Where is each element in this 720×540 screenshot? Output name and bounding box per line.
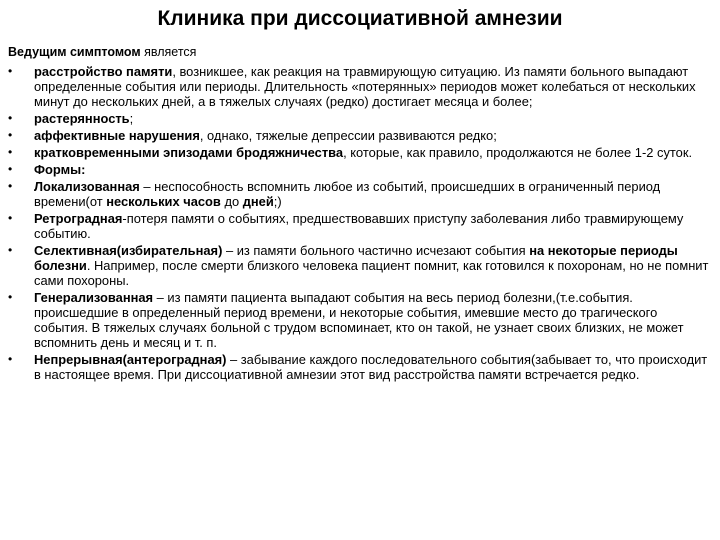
bullet-icon: • [8, 145, 13, 159]
bullet-icon: • [8, 352, 13, 366]
item-bold: Формы: [34, 162, 86, 177]
item-bold: аффективные нарушения [34, 128, 200, 143]
bullet-icon: • [8, 128, 13, 142]
list-item [8, 145, 713, 160]
item-bold: Генерализованная [34, 290, 154, 305]
item-text: -потеря памяти о событиях, предшествовавших приступу заболевания либо травмирующему событию. [34, 211, 684, 241]
list-item [8, 179, 713, 209]
intro-line [8, 45, 196, 60]
item-bold: дней [242, 194, 274, 209]
bullet-list [8, 64, 713, 384]
item-bold: Локализованная [34, 179, 140, 194]
item-text: , возникшее, как реакция на травмирующую ситуацию. Из памяти больного выпадают определенные события или периоды. Длительность «потерянных» периодов может колебаться от нескольких минут до нескольких дней, а в тяжелых случаях (редко) достигает месяца и более; [34, 64, 696, 109]
item-text: . Например, после смерти близкого человека пациент помнит, как готовился к похоронам, но не помнит сами похороны. [34, 258, 709, 288]
intro-rest: является [140, 45, 197, 59]
item-text: – неспособность вспомнить любое из событий, происшедших в ограниченный период времени(от [34, 179, 661, 209]
intro-bold: Ведущим симптомом [8, 45, 141, 59]
list-item [8, 162, 713, 177]
item-text: до [220, 194, 243, 209]
item-bold: Непрерывная(антероградная) [34, 352, 227, 367]
bullet-icon: • [8, 290, 13, 304]
item-bold: кратковременными эпизодами бродяжничества [34, 145, 344, 160]
list-item [8, 64, 713, 109]
bullet-icon: • [8, 64, 13, 78]
slide-title: Клиника при диссоциативной амнезии [157, 7, 563, 30]
list-item [8, 352, 713, 382]
item-text: ;) [273, 194, 282, 209]
bullet-icon: • [8, 179, 13, 193]
list-item [8, 243, 713, 288]
bullet-icon: • [8, 111, 13, 125]
bullet-icon: • [8, 211, 13, 225]
item-text: ; [129, 111, 134, 126]
item-bold: растерянность [34, 111, 130, 126]
list-item [8, 128, 713, 143]
item-text: , которые, как правило, продолжаются не более 1-2 суток. [343, 145, 693, 160]
list-item [8, 290, 713, 350]
bullet-icon: • [8, 162, 13, 176]
bullet-icon: • [8, 243, 13, 257]
item-bold: Селективная(избирательная) [34, 243, 223, 258]
item-text: , однако, тяжелые депрессии развиваются редко; [199, 128, 497, 143]
item-bold: нескольких часов [106, 194, 221, 209]
item-text: – забывание каждого последовательного события(забывает то, что происходит в настоящее время. При диссоциативной амнезии этот вид расстройства памяти встречается редко. [34, 352, 708, 382]
item-bold: на некоторые периоды болезни [34, 243, 678, 273]
item-bold: Ретроградная [34, 211, 123, 226]
item-bold: расстройство памяти [34, 64, 173, 79]
list-item [8, 211, 713, 241]
item-text: – из памяти больного частично исчезают события [222, 243, 530, 258]
item-text: – из памяти пациента выпадают события на весь период болезни,(т.е.события. происшедшие в определенный период времени, и некоторые события, имевшие место до трагического события. В тяжелых случаях больной с трудом вспоминает, кто он такой, не узнает своих близких, не может вспомнить день и месяц и т. п. [34, 290, 684, 350]
list-item [8, 111, 713, 126]
